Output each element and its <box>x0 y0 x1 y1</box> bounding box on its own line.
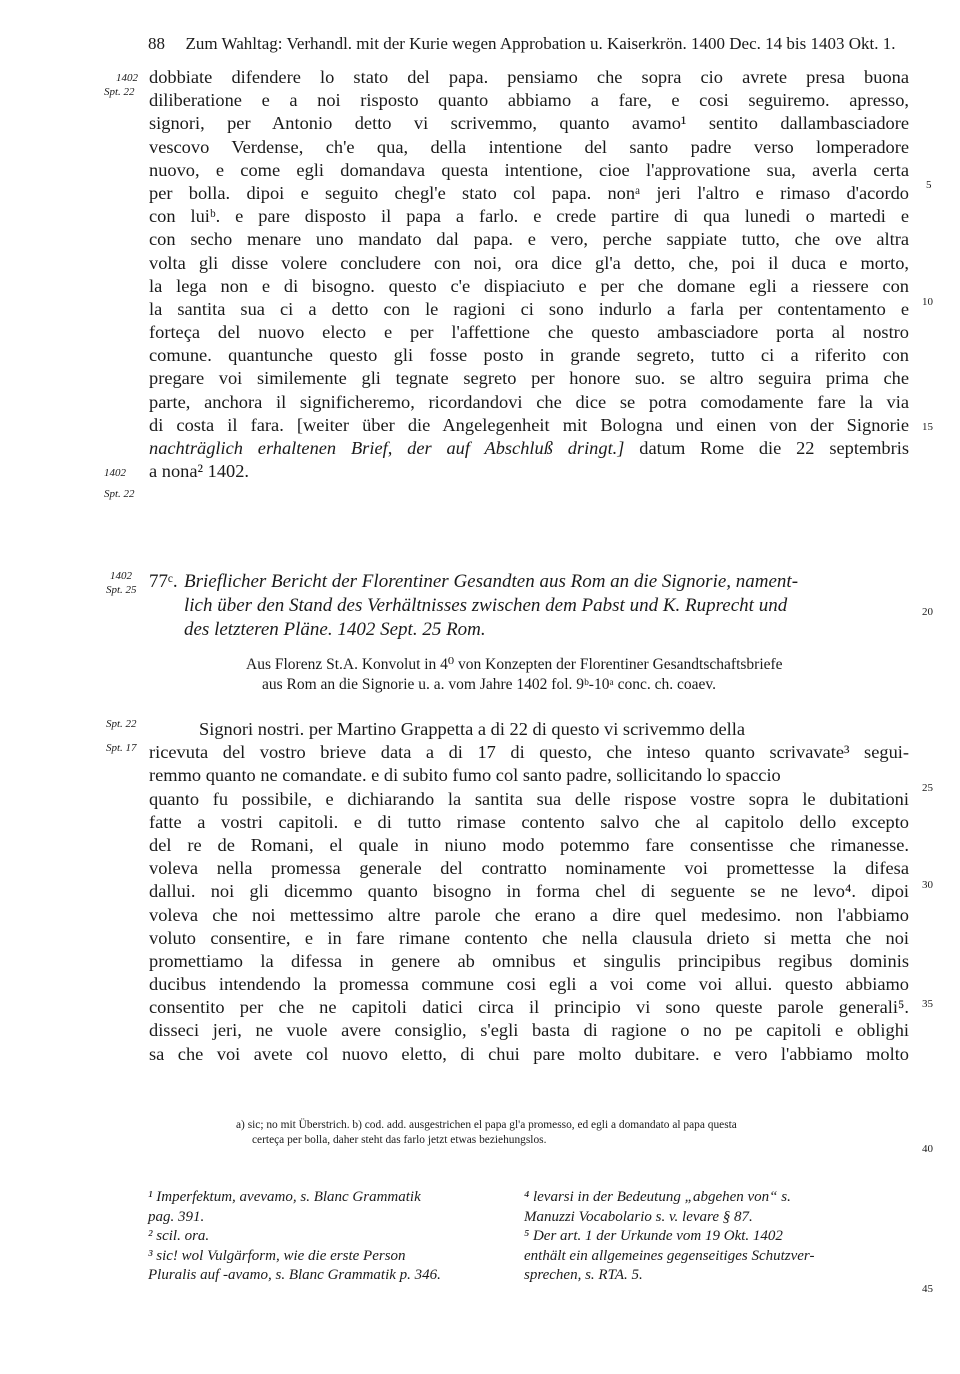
letter-text <box>149 718 909 1066</box>
document-number: 77ᶜ. <box>149 571 178 592</box>
line-number: 10 <box>922 296 933 308</box>
line-number: 30 <box>922 879 933 891</box>
text-line: signori, per Antonio detto vi scrivemmo, quanto avamo¹ sentito dallambasciadore <box>149 113 909 134</box>
text-line: Signori nostri. per Martino Grappetta a di 22 di questo vi scrivemmo della <box>199 719 745 739</box>
text-line: pregare voi similemente gli tegnate segreto per honore suo. se altro seguira prima che <box>149 368 909 389</box>
source-line: aus Rom an die Signorie u. a. vom Jahre 1402 fol. 9ᵇ-10ᵃ conc. ch. coaev. <box>262 676 716 693</box>
text-line: remmo quanto ne comandate. e di subito fumo col santo padre, sollicitando lo spaccio <box>149 765 781 786</box>
text-line <box>149 437 909 460</box>
footnote-line: ⁴ levarsi in der Bedeutung „abgehen von“ s. <box>524 1189 791 1205</box>
line-number: 45 <box>922 1283 933 1295</box>
text-line: diliberatione e a noi risposto quanto abbiamo a fare, e cosi seguiremo. apresso, <box>149 90 909 111</box>
margin-date: Spt. 25 <box>106 584 137 596</box>
text-line: con luiᵇ. e pare disposto il papa a farlo. e crede partire di qua lunedi o martedi e <box>149 206 909 227</box>
footnote-line: ⁵ Der art. 1 der Urkunde vom 19 Okt. 1402 <box>524 1228 783 1244</box>
text-line: dobbiate difendere lo stato del papa. pensiamo che sopra cio avrete presa buona <box>149 67 909 87</box>
text-line: voleva nella promessa generale del contratto nominamente voi promettesse la difesa <box>149 858 909 879</box>
text-line: del re de Romani, el quale in niuno modo potemmo fare consentisse che rimanesse. <box>149 834 909 855</box>
footnote-line: ² scil. ora. <box>148 1228 210 1244</box>
text-line: con secho menare uno mandato dal papa. e vero, perche sappiate tutto, che ove altra <box>149 229 909 250</box>
text-line: fatte a vostri capitoli. e di tutto rimase contento salvo che al capitolo dello excepto <box>149 811 909 832</box>
margin-date: Spt. 22 <box>106 718 137 730</box>
line-number: 35 <box>922 998 933 1010</box>
text-line: ducibus intendendo la promessa commune cosi egli a voi come voi allui. questo abbiamo <box>149 974 909 995</box>
text-line: parte, anchora il significheremo, ricordandovi che dice se potra comodamente fare la via <box>149 391 909 412</box>
margin-date: 1402 <box>104 467 126 479</box>
text-line: forteça del nuovo electo e per l'affettione che questo ambasciadore porta al nostro <box>149 322 909 343</box>
text-line: volta gli disse volere concludere con noi, ora dice gl'a detto, che, poi il duca e morto, <box>149 252 909 273</box>
margin-date: Spt. 22 <box>104 86 135 98</box>
text-line: consentito per che ne capitoli datici circa il principio vi sono queste parole generali⁵. <box>149 997 909 1018</box>
margin-date: 1402 <box>110 570 132 582</box>
footnote-line: Pluralis auf -avamo, s. Blanc Grammatik p. 346. <box>148 1267 441 1283</box>
dating-text: datum Rome die 22 septembris <box>624 438 909 458</box>
source-note <box>246 655 900 695</box>
critical-apparatus <box>236 1118 896 1148</box>
footnote-line: ³ sic! wol Vulgärform, wie die erste Person <box>148 1247 406 1264</box>
text-line: nuovo, e come egli domandava questa intentione, cioe l'approvatione sua, averla certa <box>149 159 909 180</box>
text-line: voluto consentire, e in fare rimane contento che nella clausula drieto si metta che noi <box>149 927 909 948</box>
letter-continuation <box>149 66 909 483</box>
editorial-note: nachträglich erhaltenen Brief, der auf Abschluß dringt.] <box>149 438 625 458</box>
footnote-line: Manuzzi Vocabolario s. v. levare § 87. <box>524 1208 753 1225</box>
text-line: la lega non e di bisogno. questo c'e dispiaciuto e per che domane egli a riessere con <box>149 275 909 296</box>
footnote-line: ¹ Imperfektum, avevamo, s. Blanc Grammatik <box>148 1189 421 1205</box>
text-line: a nona² 1402. <box>149 461 249 482</box>
footnote-line: sprechen, s. RTA. 5. <box>524 1267 643 1283</box>
text-line: comune. quantunche questo gli fosse posto in grande segreto, tutto ci a riferito con <box>149 345 909 366</box>
text-line: per bolla. dipoi e seguito chegl'e stato col papa. nonᵃ jeri l'altro e rimaso d'acordo <box>149 182 909 203</box>
text-line: ricevuta del vostro brieve data a di 17 di questo, che inteso quanto scrivavate³ segui- <box>149 742 909 763</box>
line-number: 20 <box>922 606 933 618</box>
text-line: voleva che noi mettessimo altre parole che erano a dire quel medesimo. non l'abbiamo <box>149 904 909 925</box>
line-number: 5 <box>926 179 932 191</box>
regest-line: Brieflicher Bericht der Florentiner Gesandten aus Rom an die Signorie, nament- <box>184 571 799 592</box>
text-line: di costa il fara. [weiter über die Angelegenheit mit Bologna und einen von der Signorie <box>149 414 909 435</box>
margin-date: 1402 <box>116 72 138 84</box>
page-number: 88 <box>148 34 165 53</box>
text-line: vescovo Verdense, ch'e qua, della intentione del santo padre verso lomperadore <box>149 136 909 157</box>
running-title: Zum Wahltag: Verhandl. mit der Kurie wegen Approbation u. Kaiserkrön. 1400 Dec. 14 bis 1403 Okt. 1. <box>185 34 896 53</box>
line-number: 15 <box>922 421 933 433</box>
text-line: la santita sua ci a detto con le ragioni ci sono indurlo a farla per contentamento e <box>149 298 909 319</box>
text-line: dallui. noi gli dicemmo quanto bisogno in forma chel di seguente se ne levo⁴. dipoi <box>149 881 909 902</box>
line-number: 25 <box>922 782 933 794</box>
source-line: Aus Florenz St.A. Konvolut in 4⁰ von Konzepten der Florentiner Gesandtschaftsbriefe <box>246 656 783 673</box>
margin-date: Spt. 22 <box>104 488 135 500</box>
apparatus-line: a) sic; no mit Überstrich. b) cod. add. ausgestrichen el papa gl'a promesso, ed egli a domandato al papa questa <box>236 1119 737 1131</box>
text-line: promettiamo la difessa in genere ab omnibus et singulis principibus regibus dominis <box>149 950 909 971</box>
footnote-line: enthält ein allgemeines gegenseitiges Schutzver- <box>524 1247 815 1264</box>
regest-line: des letzteren Pläne. 1402 Sept. 25 Rom. <box>184 619 486 640</box>
running-header <box>148 34 895 54</box>
document-regest <box>149 570 906 642</box>
footnote-line: pag. 391. <box>148 1208 205 1225</box>
margin-date: Spt. 17 <box>106 742 137 754</box>
line-number: 40 <box>922 1143 933 1155</box>
text-line: disseci jeri, ne vuole avere consiglio, s'egli basta di ragione o no pe capitoli e oblighi <box>149 1020 909 1041</box>
footnotes-right <box>524 1188 908 1286</box>
regest-line: lich über den Stand des Verhältnisses zwischen dem Pabst und K. Ruprecht und <box>184 595 788 616</box>
apparatus-line: certeça per bolla, daher steht das farlo jetzt etwas beziehungslos. <box>252 1134 547 1146</box>
footnotes-left <box>148 1188 506 1286</box>
text-line: sa che voi avete col nuovo eletto, di chui pare molto dubitare. e vero l'abbiamo molto <box>149 1043 909 1064</box>
text-line: quanto fu possibile, e dichiarando la santita sua delle rispose vostre sopra le dubitationi <box>149 788 909 809</box>
